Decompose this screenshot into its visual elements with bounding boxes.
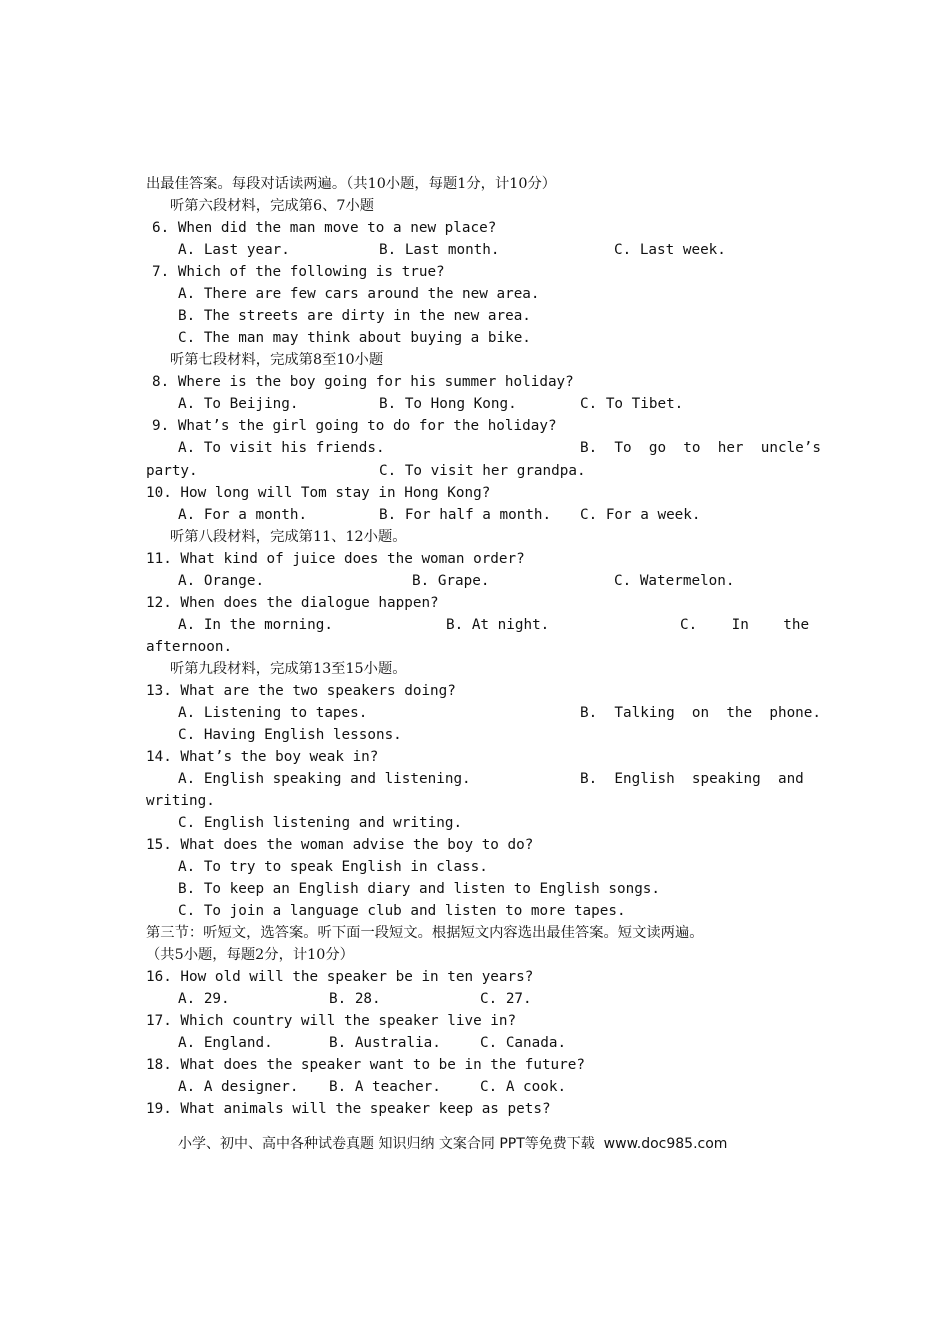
part-three-scoring: （共5小题，每题2分，计10分） [146, 947, 354, 963]
option-12b: B. At night. [446, 617, 550, 633]
option-18c: C. A cook. [480, 1079, 567, 1095]
question-7: 7. Which of the following is true? [152, 264, 445, 280]
option-18b: B. A teacher. [329, 1079, 441, 1095]
option-15b: B. To keep an English diary and listen to English songs. [178, 881, 661, 897]
option-6a: A. Last year. [178, 242, 290, 258]
question-6: 6. When did the man move to a new place? [152, 220, 497, 236]
option-9a: A. To visit his friends. [178, 440, 385, 456]
question-11: 11. What kind of juice does the woman order? [146, 551, 525, 567]
option-16a: A. 29. [178, 991, 230, 1007]
option-16b: B. 28. [329, 991, 381, 1007]
option-13a: A. Listening to tapes. [178, 705, 368, 721]
question-14: 14. What’s the boy weak in? [146, 749, 379, 765]
option-9c: C. To visit her grandpa. [379, 463, 586, 479]
option-10b: B. For half a month. [379, 507, 552, 523]
option-7b: B. The streets are dirty in the new area. [178, 308, 531, 324]
question-8: 8. Where is the boy going for his summer holiday? [152, 374, 574, 390]
option-9b-cont: party. [146, 463, 198, 479]
option-14b-cont: writing. [146, 793, 215, 809]
question-17: 17. Which country will the speaker live in? [146, 1013, 517, 1029]
option-9b: B. To go to her uncle’s [580, 440, 822, 456]
question-15: 15. What does the woman advise the boy to do? [146, 837, 534, 853]
question-18: 18. What does the speaker want to be in the future? [146, 1057, 585, 1073]
question-12: 12. When does the dialogue happen? [146, 595, 439, 611]
section-heading: 听第九段材料，完成第13至15小题。 [170, 661, 407, 677]
option-12a: A. In the morning. [178, 617, 333, 633]
option-6c: C. Last week. [614, 242, 726, 258]
section-heading: 听第六段材料，完成第6、7小题 [170, 198, 375, 214]
option-14b: B. English speaking and [580, 771, 804, 787]
option-6b: B. Last month. [379, 242, 500, 258]
option-8c: C. To Tibet. [580, 396, 684, 412]
question-10: 10. How long will Tom stay in Hong Kong? [146, 485, 491, 501]
option-11b: B. Grape. [412, 573, 490, 589]
page-footer: 小学、初中、高中各种试卷真题 知识归纳 文案合同 PPT等免费下载 www.doc985.com [178, 1136, 728, 1152]
option-17c: C. Canada. [480, 1035, 567, 1051]
option-16c: C. 27. [480, 991, 532, 1007]
option-11a: A. Orange. [178, 573, 265, 589]
option-18a: A. A designer. [178, 1079, 299, 1095]
option-15c: C. To join a language club and listen to more tapes. [178, 903, 626, 919]
option-13b: B. Talking on the phone. [580, 705, 822, 721]
option-7a: A. There are few cars around the new area. [178, 286, 540, 302]
option-11c: C. Watermelon. [614, 573, 735, 589]
option-15a: A. To try to speak English in class. [178, 859, 488, 875]
option-12c-cont: afternoon. [146, 639, 233, 655]
option-8a: A. To Beijing. [178, 396, 299, 412]
question-16: 16. How old will the speaker be in ten years? [146, 969, 534, 985]
question-13: 13. What are the two speakers doing? [146, 683, 456, 699]
option-10a: A. For a month. [178, 507, 308, 523]
option-14a: A. English speaking and listening. [178, 771, 471, 787]
option-8b: B. To Hong Kong. [379, 396, 517, 412]
part-three-heading: 第三节：听短文，选答案。听下面一段短文。根据短文内容选出最佳答案。短文读两遍。 [146, 925, 704, 941]
section-heading: 听第七段材料，完成第8至10小题 [170, 352, 384, 368]
option-14c: C. English listening and writing. [178, 815, 463, 831]
option-13c: C. Having English lessons. [178, 727, 402, 743]
option-17b: B. Australia. [329, 1035, 441, 1051]
option-7c: C. The man may think about buying a bike. [178, 330, 531, 346]
instruction-line: 出最佳答案。每段对话读两遍。（共10小题，每题1分，计10分） [146, 176, 557, 192]
question-19: 19. What animals will the speaker keep as pets? [146, 1101, 551, 1117]
option-17a: A. England. [178, 1035, 273, 1051]
option-12c: C. In the [680, 617, 810, 633]
question-9: 9. What’s the girl going to do for the holiday? [152, 418, 557, 434]
section-heading: 听第八段材料，完成第11、12小题。 [170, 529, 407, 545]
option-10c: C. For a week. [580, 507, 701, 523]
